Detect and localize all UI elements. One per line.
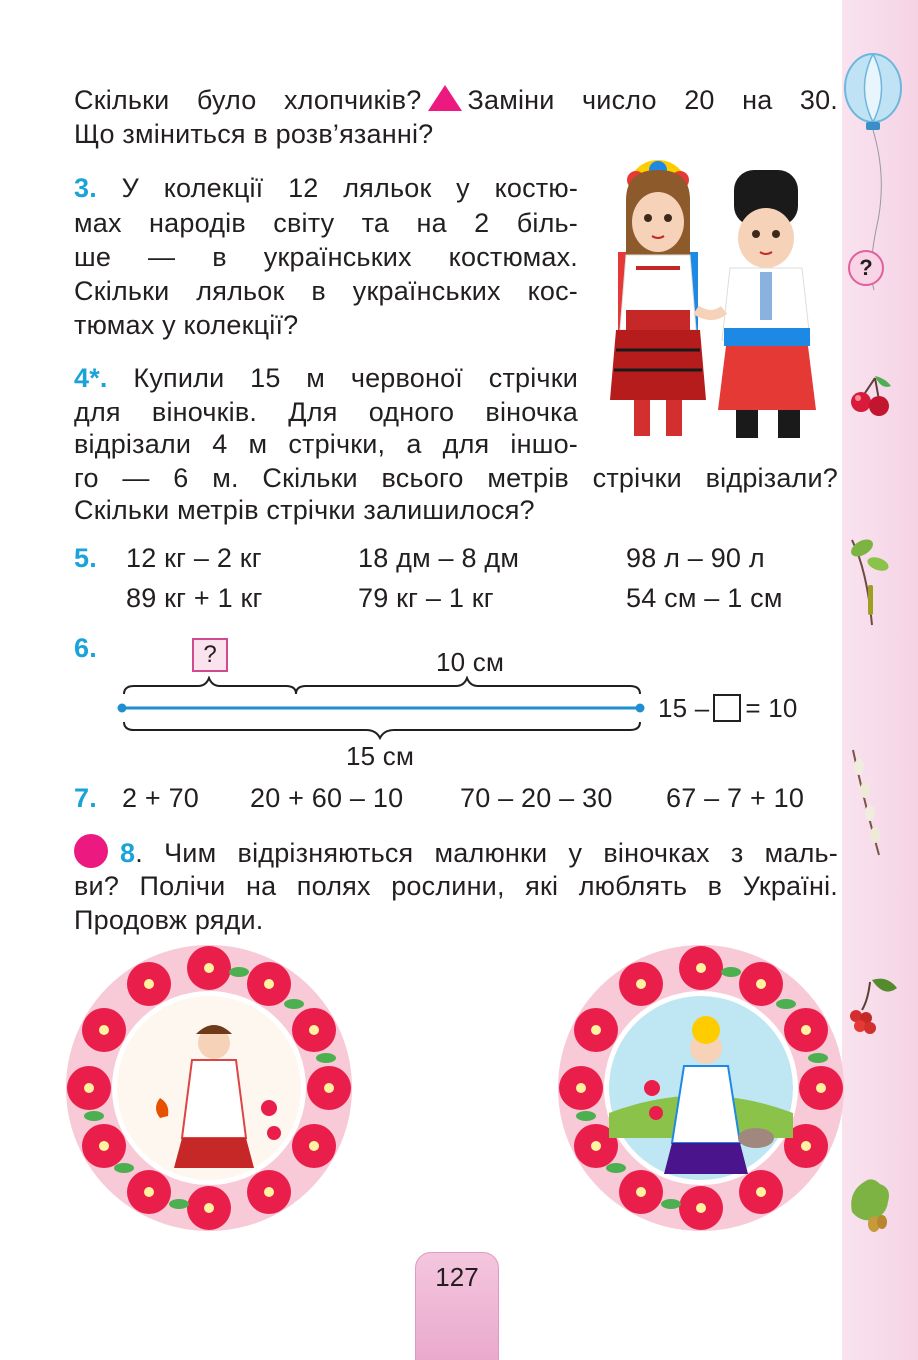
task5-expr: 98 л – 90 л	[626, 543, 765, 573]
mallow-wreath-right	[556, 938, 846, 1238]
task5-expr: 89 кг + 1 кг	[126, 583, 263, 613]
oak-leaf-icon	[842, 1172, 898, 1236]
task5-expr: 18 дм – 8 дм	[358, 543, 520, 573]
segment-diagram	[110, 676, 656, 740]
task8-line-1	[74, 834, 838, 871]
task4-line-3: відрізали 4 м стрічки, а для іншо-	[74, 429, 578, 459]
segment-bottom-label: 15 см	[346, 741, 415, 771]
mallow-wreath-left	[64, 938, 354, 1238]
segment-equation	[658, 690, 798, 726]
task7-number: 7.	[74, 783, 97, 813]
task3-line-4: Скільки ляльок в українських кос-	[74, 276, 578, 306]
triangle-icon	[428, 85, 462, 111]
task8-text-1: . Чим відрізняються малюнки у віночках з маль-	[135, 838, 838, 868]
task5-expr: 12 кг – 2 кг	[126, 543, 262, 573]
task4-line-5: Скільки метрів стрічки залишилося?	[74, 495, 535, 525]
willow-branch-icon	[845, 745, 885, 860]
page-number: 127	[435, 1262, 479, 1292]
task3-line-2: мах народів світу та на 2 біль-	[74, 208, 578, 238]
unknown-segment-box: ?	[192, 638, 228, 672]
viburnum-icon	[842, 970, 902, 1040]
equation-right: = 10	[745, 693, 798, 723]
task4-line-1	[74, 360, 578, 396]
intro-line-1	[74, 82, 838, 118]
task7-expr: 70 – 20 – 30	[460, 783, 613, 813]
task7-expr: 2 + 70	[122, 783, 200, 813]
task3-number: 3.	[74, 173, 97, 203]
task5-number: 5.	[74, 543, 97, 573]
task5-expr: 79 кг – 1 кг	[358, 583, 494, 613]
task8-line-3: Продовж ряди.	[74, 905, 264, 935]
dolls-illustration	[596, 160, 836, 442]
task8-line-2: ви? Полічи на полях рослини, які люблять в Україні.	[74, 871, 838, 901]
task3-line-1	[74, 170, 578, 206]
cherry-icon	[845, 370, 897, 420]
question-badge: ?	[848, 250, 884, 286]
task4-line-4: го — 6 м. Скільки всього метрів стрічки відрізали?	[74, 463, 838, 493]
intro-question: Скільки було хлопчиків?	[74, 85, 422, 115]
task8-number: 8	[120, 838, 136, 868]
task7-expr: 20 + 60 – 10	[250, 783, 404, 813]
pink-dot-icon	[74, 834, 108, 868]
task3-text-1: У колекції 12 ляльок у костю-	[121, 173, 579, 203]
task5-expr: 54 см – 1 см	[626, 583, 783, 613]
segment-top-label: 10 см	[436, 647, 505, 677]
task4-line-2: для віночків. Для одного віночка	[74, 397, 578, 427]
intro-instruction: Заміни число 20 на 30.	[467, 85, 838, 115]
equation-left: 15 –	[658, 693, 710, 723]
task3-line-5: тюмах у колекції?	[74, 310, 299, 340]
task3-line-3: ше — в українських костюмах.	[74, 242, 578, 272]
answer-box[interactable]	[713, 694, 741, 722]
task7-expr: 67 – 7 + 10	[666, 783, 805, 813]
task4-number: 4*.	[74, 363, 108, 393]
intro-line-2: Що зміниться в розв’язанні?	[74, 119, 434, 149]
birch-branch-icon	[842, 530, 892, 630]
task6-number: 6.	[74, 633, 97, 663]
task4-text-1: Купили 15 м червоної стрічки	[133, 363, 578, 393]
